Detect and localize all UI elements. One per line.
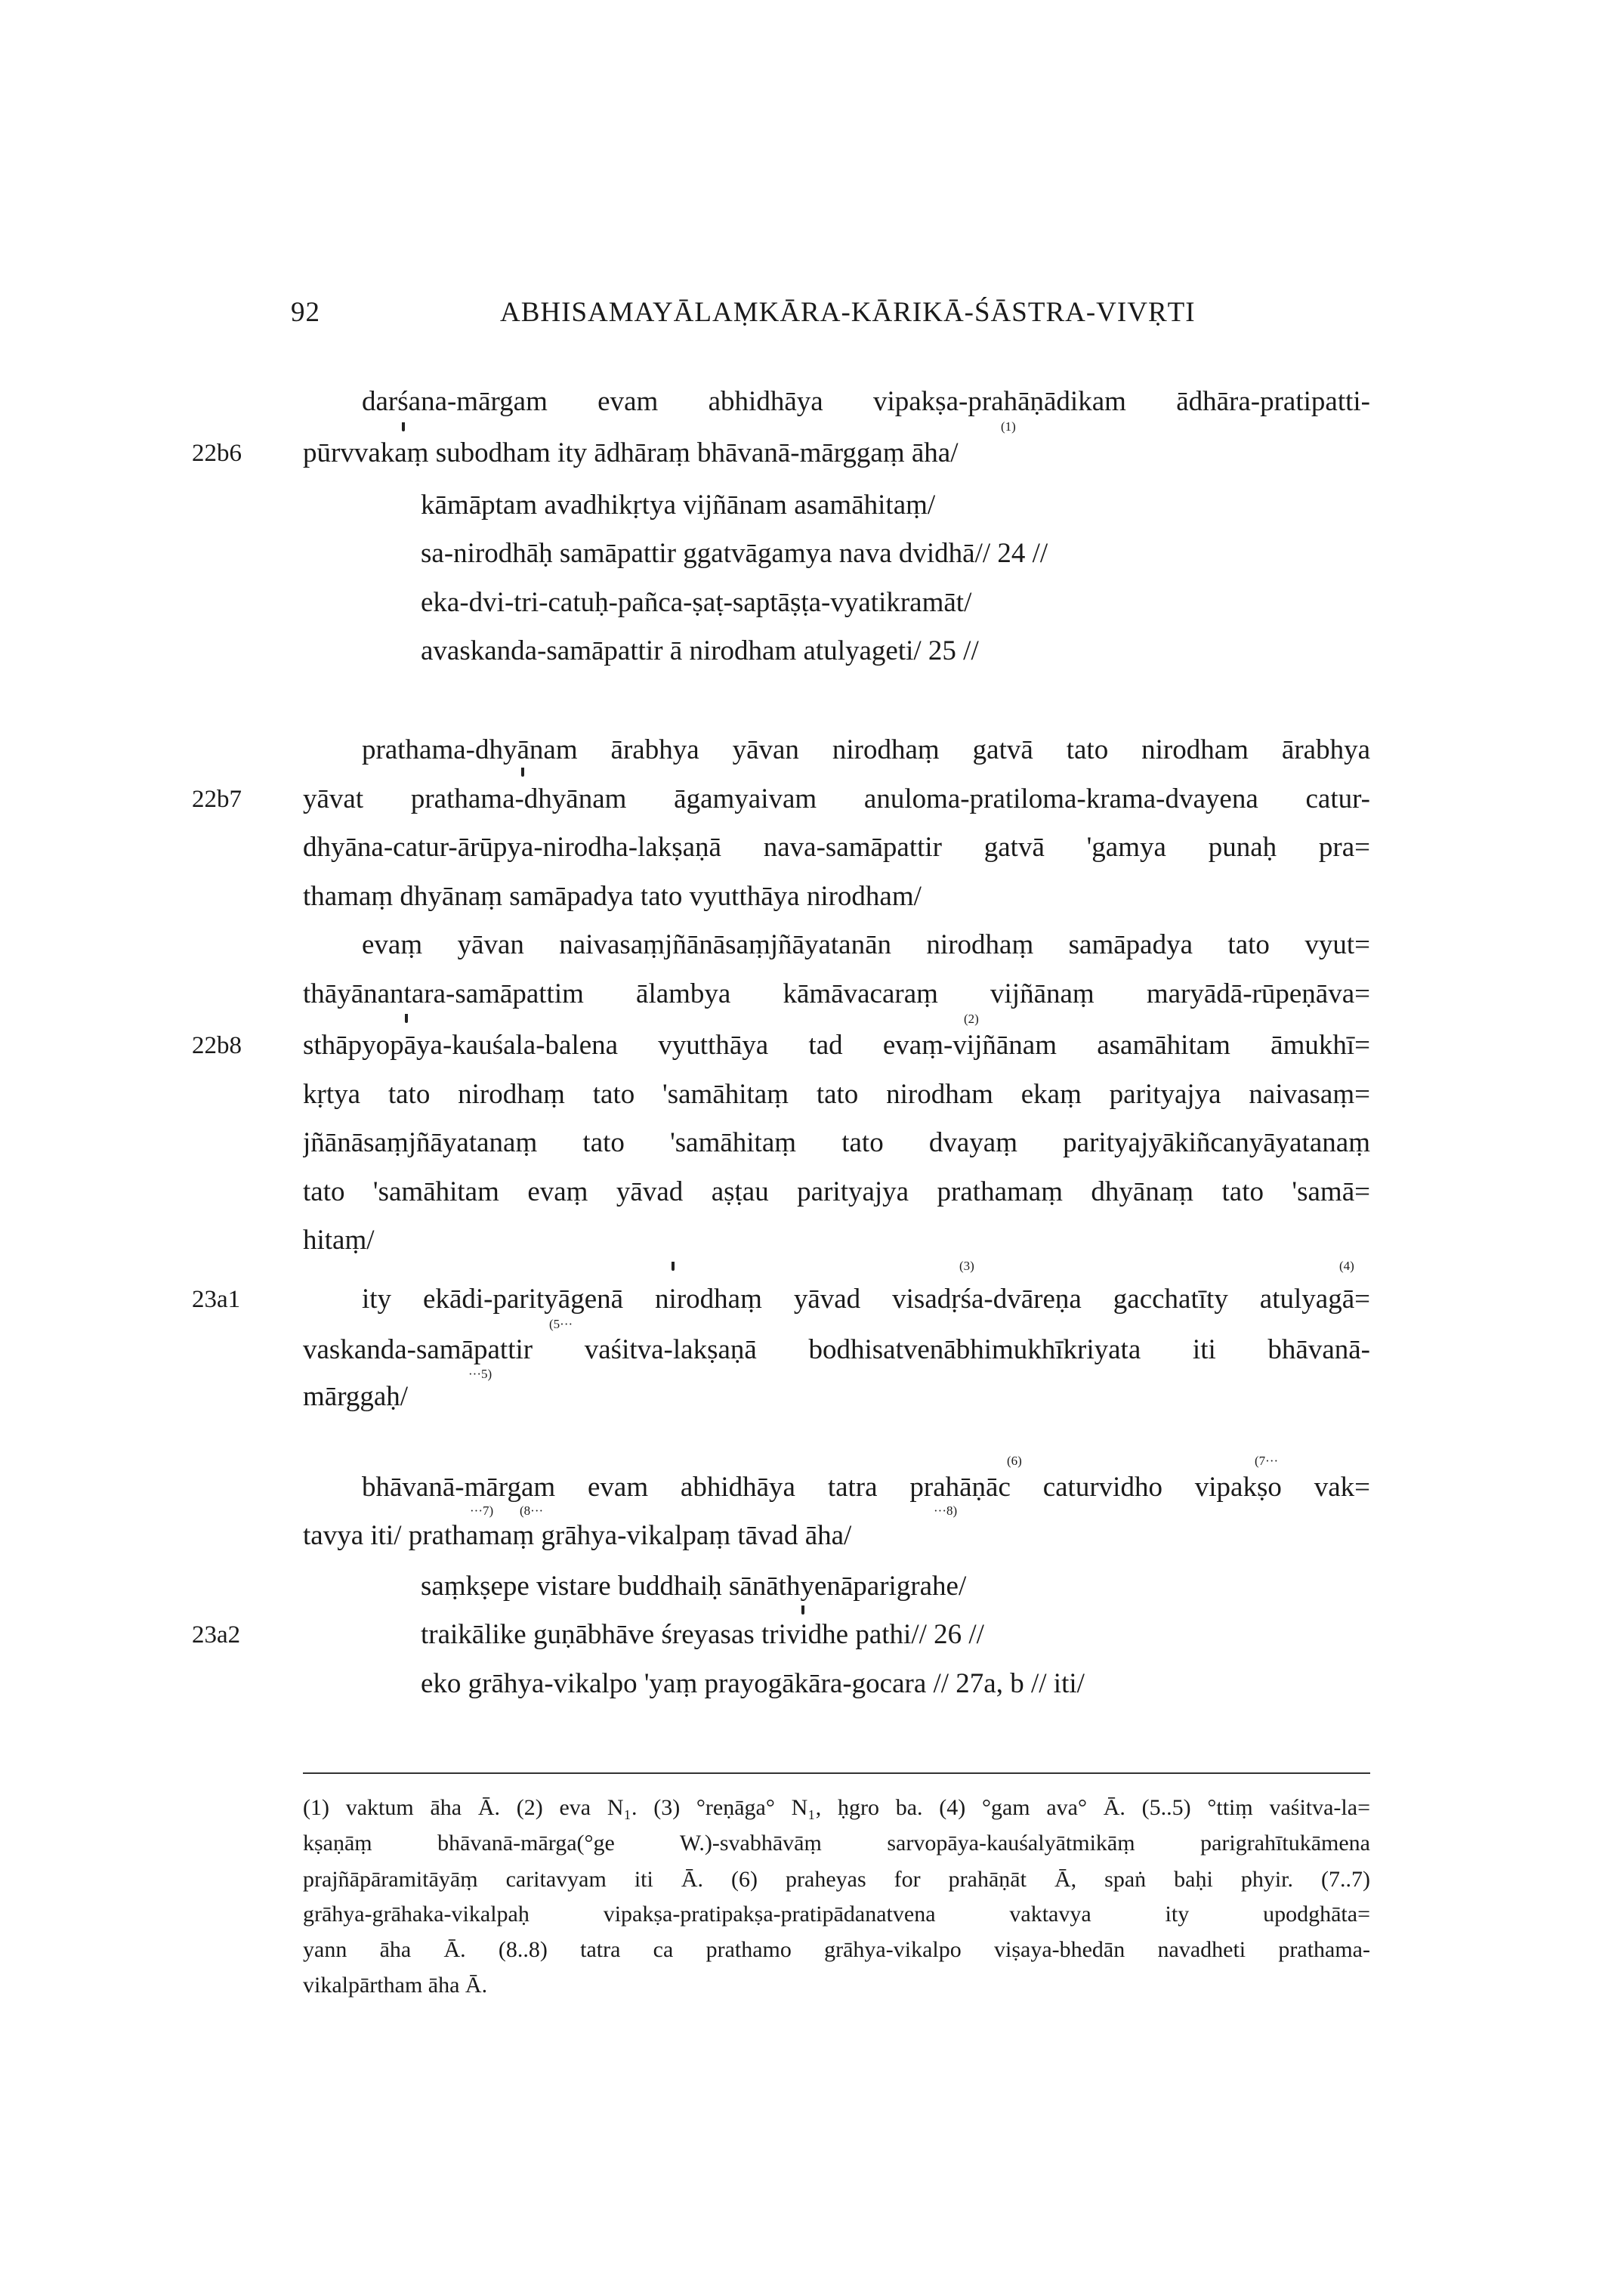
verse-line: traikālike guṇābhāve śreyasas trividhe pathi// 26 // — [421, 1619, 984, 1650]
text-line: evaṃ yāvan naivasaṃjñānāsaṃjñāyatanān nirodhaṃ samāpadya tato vyut= — [362, 929, 1370, 960]
text-line: darśana-mārgam evam abhidhāya vipakṣa-prahāṇādikam ādhāra-pratipatti- — [362, 386, 1370, 417]
text-line: dhyāna-catur-ārūpya-nirodha-lakṣaṇā nava-samāpattir gatvā 'gamya punaḥ pra= — [303, 832, 1370, 863]
margin-ref: 22b8 — [192, 1032, 242, 1059]
note-marker: (6) — [1007, 1454, 1022, 1468]
text-line: tavya iti/ prathamaṃ grāhya-vikalpaṃ tāvad āha/ — [303, 1520, 852, 1551]
note-marker: (3) — [959, 1259, 974, 1273]
footnote-line: vikalpārtham āha Ā. — [303, 1973, 488, 1998]
text-line: jñānāsaṃjñāyatanaṃ tato 'samāhitaṃ tato dvayaṃ parityajyākiñcanyāyatanaṃ — [303, 1127, 1370, 1158]
text-line: sthāpyopāya-kauśala-balena vyutthāya tad evaṃ-vijñānam asamāhitam āmukhī= — [303, 1030, 1370, 1061]
text-line: tato 'samāhitam evaṃ yāvad aṣṭau parityajya prathamaṃ dhyānaṃ tato 'samā= — [303, 1176, 1370, 1207]
verse-line: kāmāptam avadhikṛtya vijñānam asamāhitaṃ/ — [421, 490, 936, 521]
note-marker: (1) — [1001, 419, 1016, 434]
margin-ref: 23a2 — [192, 1621, 241, 1649]
footnote-divider — [303, 1772, 1370, 1774]
note-marker: ···5) — [468, 1367, 492, 1381]
verse-line: sa-nirodhāḥ samāpattir ggatvāgamya nava dvidhā// 24 // — [421, 538, 1048, 569]
text-line: ity ekādi-parityāgenā nirodhaṃ yāvad visadṛśa-dvāreṇa gacchatīty atulyagā= — [362, 1284, 1370, 1315]
text-line: thāyānantara-samāpattim ālambya kāmāvacaraṃ vijñānaṃ maryādā-rūpeṇāva= — [303, 978, 1370, 1009]
text-line: thamaṃ dhyānaṃ samāpadya tato vyutthāya nirodham/ — [303, 881, 922, 912]
text-line: kṛtya tato nirodhaṃ tato 'samāhitaṃ tato nirodham ekaṃ parityajya naivasaṃ= — [303, 1079, 1370, 1110]
text-line: prathama-dhyānam ārabhya yāvan nirodhaṃ gatvā tato nirodham ārabhya — [362, 734, 1370, 765]
margin-ref: 22b7 — [192, 786, 242, 813]
footnote-line: prajñāpāramitāyāṃ caritavyam iti Ā. (6) praheyas for prahāṇāt Ā, spaṅ baḥi phyir. (7..7) — [303, 1867, 1370, 1892]
folio-tick-icon — [402, 422, 405, 431]
margin-ref: 22b6 — [192, 440, 242, 467]
folio-tick-icon — [521, 768, 524, 777]
text-line: hitaṃ/ — [303, 1225, 375, 1256]
note-marker: (7··· — [1255, 1454, 1279, 1468]
verse-line: saṃkṣepe vistare buddhaiḥ sānāthyenāparigrahe/ — [421, 1571, 967, 1602]
running-title: ABHISAMAYĀLAṂKĀRA-KĀRIKĀ-ŚĀSTRA-VIVṚTI — [500, 297, 1196, 328]
text-line: vaskanda-samāpattir vaśitva-lakṣaṇā bodhisatvenābhimukhīkriyata iti bhāvanā- — [303, 1334, 1370, 1365]
footnote-line: (1) vaktum āha Ā. (2) eva N₁. (3) °reṇāga° N₁, ḥgro ba. (4) °gam ava° Ā. (5..5) °ttiṃ vaśitva-la= — [303, 1795, 1370, 1820]
page-number: 92 — [291, 297, 320, 328]
note-marker: (4) — [1339, 1259, 1354, 1273]
folio-tick-icon — [801, 1605, 804, 1615]
margin-ref: 23a1 — [192, 1286, 241, 1313]
folio-tick-icon — [405, 1014, 408, 1023]
verse-line: avaskanda-samāpattir ā nirodham atulyageti/ 25 // — [421, 635, 979, 666]
note-marker: ···7) — [470, 1503, 494, 1518]
text-line: pūrvvakaṃ subodham ity ādhāraṃ bhāvanā-mārggaṃ āha/ — [303, 437, 959, 468]
verse-line: eka-dvi-tri-catuḥ-pañca-ṣaṭ-saptāṣṭa-vyatikramāt/ — [421, 587, 972, 618]
footnote-line: grāhya-grāhaka-vikalpaḥ vipakṣa-pratipakṣa-pratipādanatvena vaktavya ity upodghāta= — [303, 1902, 1370, 1927]
text-line: mārggaḥ/ — [303, 1381, 409, 1412]
text-line: yāvat prathama-dhyānam āgamyaivam anuloma-pratiloma-krama-dvayena catur- — [303, 783, 1370, 814]
footnote-line: yann āha Ā. (8..8) tatra ca prathamo grāhya-vikalpo viṣaya-bhedān navadheti prathama- — [303, 1937, 1370, 1962]
note-marker: (8··· — [520, 1503, 544, 1518]
note-marker: ···8) — [934, 1503, 958, 1518]
verse-line: eko grāhya-vikalpo 'yaṃ prayogākāra-gocara // 27a, b // iti/ — [421, 1668, 1085, 1699]
text-line: bhāvanā-mārgam evam abhidhāya tatra prahāṇāc caturvidho vipakṣo vak= — [362, 1472, 1370, 1503]
note-marker: (2) — [964, 1012, 979, 1026]
note-marker: (5··· — [549, 1317, 573, 1331]
footnote-line: kṣaṇāṃ bhāvanā-mārga(°ge W.)-svabhāvāṃ sarvopāya-kauśalyātmikāṃ parigrahītukāmena — [303, 1831, 1370, 1856]
folio-tick-icon — [672, 1262, 675, 1271]
